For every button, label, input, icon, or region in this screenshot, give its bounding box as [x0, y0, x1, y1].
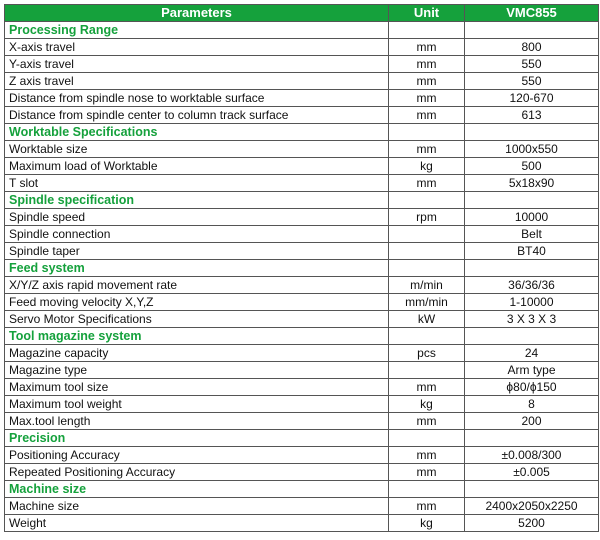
- table-row: [5, 345, 599, 362]
- section-row: [5, 124, 599, 141]
- unit-cell: mm: [389, 73, 465, 90]
- unit-cell: kg: [389, 515, 465, 532]
- table-row: [5, 39, 599, 56]
- section-empty-cell: [465, 328, 599, 345]
- table-row: [5, 362, 599, 379]
- parameter-cell: Magazine type: [5, 362, 389, 379]
- unit-cell: pcs: [389, 345, 465, 362]
- table-row: [5, 294, 599, 311]
- value-cell: 613: [465, 107, 599, 124]
- section-row: [5, 192, 599, 209]
- section-row: [5, 328, 599, 345]
- value-cell: Arm type: [465, 362, 599, 379]
- unit-cell: mm: [389, 379, 465, 396]
- parameter-cell: Feed moving velocity X,Y,Z: [5, 294, 389, 311]
- section-empty-cell: [389, 124, 465, 141]
- section-title: Spindle specification: [5, 192, 389, 209]
- value-cell: 500: [465, 158, 599, 175]
- unit-cell: kW: [389, 311, 465, 328]
- unit-cell: mm/min: [389, 294, 465, 311]
- value-cell: 200: [465, 413, 599, 430]
- value-cell: 1-10000: [465, 294, 599, 311]
- parameter-cell: Positioning Accuracy: [5, 447, 389, 464]
- value-cell: 550: [465, 56, 599, 73]
- parameter-cell: Z axis travel: [5, 73, 389, 90]
- section-empty-cell: [465, 22, 599, 39]
- header-unit: Unit: [389, 5, 465, 22]
- parameter-cell: Machine size: [5, 498, 389, 515]
- table-row: [5, 311, 599, 328]
- table-row: [5, 277, 599, 294]
- parameter-cell: Maximum tool size: [5, 379, 389, 396]
- parameter-cell: Maximum tool weight: [5, 396, 389, 413]
- value-cell: 3 X 3 X 3: [465, 311, 599, 328]
- spec-table: [4, 4, 599, 532]
- unit-cell: mm: [389, 447, 465, 464]
- table-row: [5, 209, 599, 226]
- section-empty-cell: [389, 22, 465, 39]
- value-cell: 1000x550: [465, 141, 599, 158]
- section-empty-cell: [389, 430, 465, 447]
- parameter-cell: Weight: [5, 515, 389, 532]
- section-title: Tool magazine system: [5, 328, 389, 345]
- value-cell: 5x18x90: [465, 175, 599, 192]
- table-row: [5, 226, 599, 243]
- value-cell: ±0.005: [465, 464, 599, 481]
- value-cell: 120-670: [465, 90, 599, 107]
- section-row: [5, 481, 599, 498]
- value-cell: 8: [465, 396, 599, 413]
- unit-cell: kg: [389, 158, 465, 175]
- table-row: [5, 379, 599, 396]
- parameter-cell: T slot: [5, 175, 389, 192]
- section-row: [5, 22, 599, 39]
- unit-cell: mm: [389, 90, 465, 107]
- section-empty-cell: [389, 328, 465, 345]
- section-title: Feed system: [5, 260, 389, 277]
- header-row: [5, 5, 599, 22]
- parameter-cell: X-axis travel: [5, 39, 389, 56]
- section-empty-cell: [465, 481, 599, 498]
- table-row: [5, 56, 599, 73]
- parameter-cell: Magazine capacity: [5, 345, 389, 362]
- value-cell: ϕ80/ϕ150: [465, 379, 599, 396]
- parameter-cell: Maximum load of Worktable: [5, 158, 389, 175]
- table-row: [5, 73, 599, 90]
- table-row: [5, 515, 599, 532]
- unit-cell: [389, 362, 465, 379]
- table-row: [5, 243, 599, 260]
- unit-cell: mm: [389, 413, 465, 430]
- parameter-cell: Y-axis travel: [5, 56, 389, 73]
- parameter-cell: X/Y/Z axis rapid movement rate: [5, 277, 389, 294]
- unit-cell: [389, 226, 465, 243]
- section-empty-cell: [389, 192, 465, 209]
- value-cell: Belt: [465, 226, 599, 243]
- parameter-cell: Servo Motor Specifications: [5, 311, 389, 328]
- parameter-cell: Spindle taper: [5, 243, 389, 260]
- unit-cell: mm: [389, 56, 465, 73]
- table-body: [5, 22, 599, 532]
- value-cell: 24: [465, 345, 599, 362]
- table-row: [5, 396, 599, 413]
- value-cell: 800: [465, 39, 599, 56]
- parameter-cell: Worktable size: [5, 141, 389, 158]
- table-row: [5, 158, 599, 175]
- unit-cell: mm: [389, 141, 465, 158]
- parameter-cell: Max.tool length: [5, 413, 389, 430]
- value-cell: 550: [465, 73, 599, 90]
- section-empty-cell: [465, 192, 599, 209]
- table-row: [5, 413, 599, 430]
- header-parameters: Parameters: [5, 5, 389, 22]
- unit-cell: mm: [389, 464, 465, 481]
- value-cell: 2400x2050x2250: [465, 498, 599, 515]
- section-title: Precision: [5, 430, 389, 447]
- value-cell: ±0.008/300: [465, 447, 599, 464]
- value-cell: 10000: [465, 209, 599, 226]
- value-cell: 36/36/36: [465, 277, 599, 294]
- section-empty-cell: [389, 260, 465, 277]
- table-row: [5, 498, 599, 515]
- unit-cell: rpm: [389, 209, 465, 226]
- unit-cell: mm: [389, 107, 465, 124]
- section-row: [5, 260, 599, 277]
- table-row: [5, 141, 599, 158]
- unit-cell: mm: [389, 39, 465, 56]
- section-title: Machine size: [5, 481, 389, 498]
- section-row: [5, 430, 599, 447]
- section-title: Worktable Specifications: [5, 124, 389, 141]
- parameter-cell: Spindle speed: [5, 209, 389, 226]
- parameter-cell: Spindle connection: [5, 226, 389, 243]
- parameter-cell: Distance from spindle nose to worktable surface: [5, 90, 389, 107]
- header-model: VMC855: [465, 5, 599, 22]
- table-header: [5, 5, 599, 22]
- table-row: [5, 107, 599, 124]
- section-empty-cell: [465, 260, 599, 277]
- table-row: [5, 175, 599, 192]
- section-empty-cell: [465, 430, 599, 447]
- table-row: [5, 447, 599, 464]
- value-cell: 5200: [465, 515, 599, 532]
- unit-cell: mm: [389, 175, 465, 192]
- unit-cell: [389, 243, 465, 260]
- section-title: Processing Range: [5, 22, 389, 39]
- value-cell: BT40: [465, 243, 599, 260]
- unit-cell: mm: [389, 498, 465, 515]
- parameter-cell: Distance from spindle center to column track surface: [5, 107, 389, 124]
- section-empty-cell: [465, 124, 599, 141]
- table-row: [5, 464, 599, 481]
- unit-cell: kg: [389, 396, 465, 413]
- table-row: [5, 90, 599, 107]
- section-empty-cell: [389, 481, 465, 498]
- parameter-cell: Repeated Positioning Accuracy: [5, 464, 389, 481]
- unit-cell: m/min: [389, 277, 465, 294]
